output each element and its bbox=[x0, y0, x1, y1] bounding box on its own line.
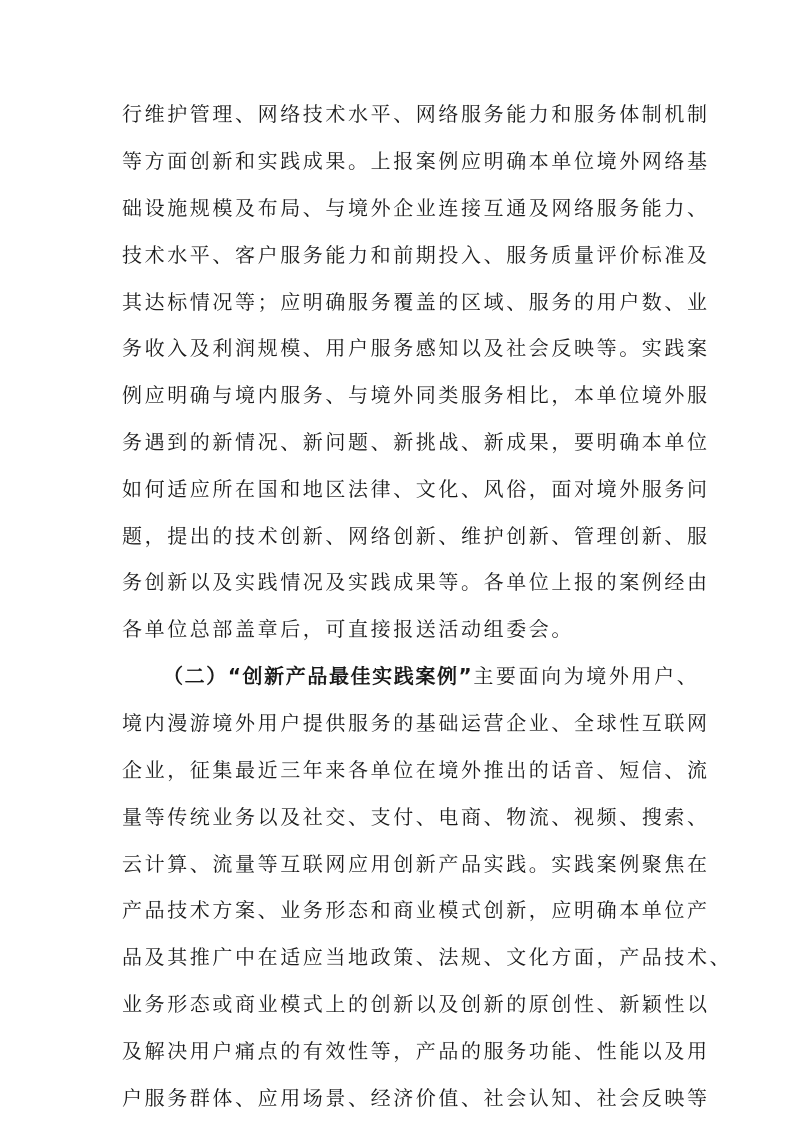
section-heading-line bbox=[163, 656, 699, 696]
body-text-line: 题，提出的技术创新、网络创新、维护创新、管理创新、服 bbox=[122, 524, 710, 548]
body-text-line: 务遇到的新情况、新问题、新挑战、新成果，要明确本单位 bbox=[122, 430, 710, 454]
body-text-line: 行维护管理、网络技术水平、网络服务能力和服务体制机制 bbox=[122, 102, 710, 126]
section-title: “创新产品最佳实践案例” bbox=[227, 664, 474, 688]
body-text-line: 础设施规模及布局、与境外企业连接互通及网络服务能力、 bbox=[122, 196, 710, 220]
body-text-line: 务创新以及实践情况及实践成果等。各单位上报的案例经由 bbox=[122, 570, 710, 594]
body-text-line: 其达标情况等；应明确服务覆盖的区域、服务的用户数、业 bbox=[122, 290, 710, 314]
section-intro-text: 主要面向为境外用户、 bbox=[473, 664, 700, 688]
body-text-line: 产品技术方案、业务形态和商业模式创新，应明确本单位产 bbox=[122, 898, 710, 922]
body-text-line: 等方面创新和实践成果。上报案例应明确本单位境外网络基 bbox=[122, 149, 710, 173]
body-text-line: 量等传统业务以及社交、支付、电商、物流、视频、搜索、 bbox=[122, 805, 710, 829]
body-text-line: 企业，征集最近三年来各单位在境外推出的话音、短信、流 bbox=[122, 758, 710, 782]
body-text-line: 各单位总部盖章后，可直接报送活动组委会。 bbox=[122, 617, 574, 641]
body-text-line: 业务形态或商业模式上的创新以及创新的原创性、新颖性以 bbox=[122, 992, 710, 1016]
body-text-line: 及解决用户痛点的有效性等，产品的服务功能、性能以及用 bbox=[122, 1039, 710, 1063]
section-number: （二） bbox=[163, 664, 228, 688]
body-text-line: 技术水平、客户服务能力和前期投入、服务质量评价标准及 bbox=[122, 243, 710, 267]
body-text-line: 云计算、流量等互联网应用创新产品实践。实践案例聚焦在 bbox=[122, 852, 710, 876]
body-text-line: 务收入及利润规模、用户服务感知以及社会反映等。实践案 bbox=[122, 336, 710, 360]
body-text-line: 如何适应所在国和地区法律、文化、风俗，面对境外服务问 bbox=[122, 477, 710, 501]
body-text-line: 户服务群体、应用场景、经济价值、社会认知、社会反映等 bbox=[122, 1086, 710, 1110]
body-text-line: 品及其推广中在适应当地政策、法规、文化方面，产品技术、 bbox=[122, 945, 733, 969]
body-text-line: 境内漫游境外用户提供服务的基础运营企业、全球性互联网 bbox=[122, 711, 710, 735]
body-text-line: 例应明确与境内服务、与境外同类服务相比，本单位境外服 bbox=[122, 383, 710, 407]
